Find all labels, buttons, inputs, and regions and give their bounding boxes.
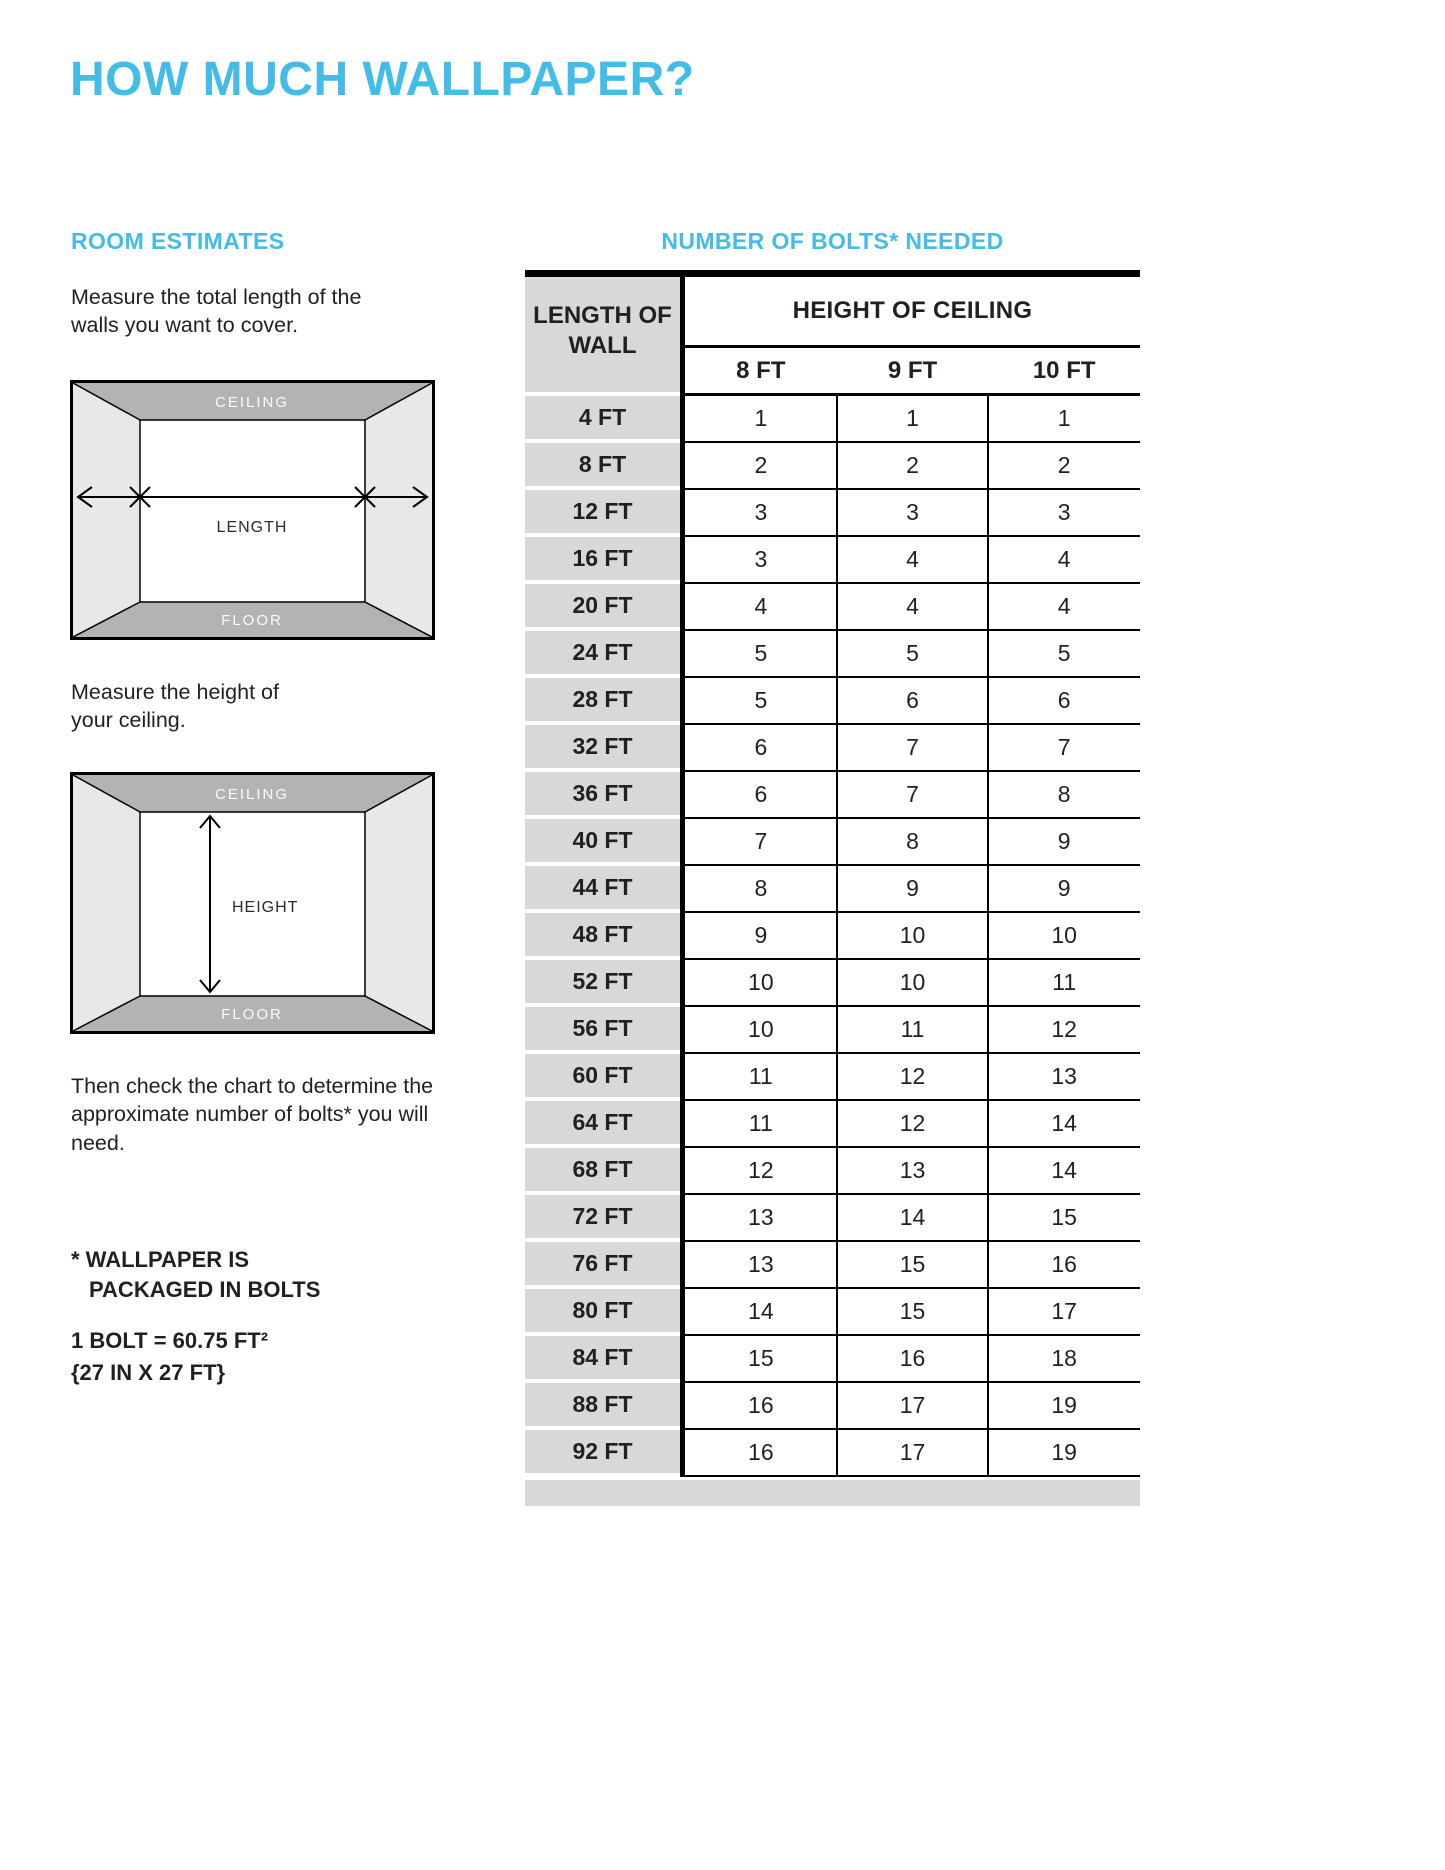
row-header: 8 FT bbox=[525, 443, 680, 490]
footnote-line1: * WALLPAPER IS bbox=[71, 1247, 250, 1272]
room-length-diagram bbox=[70, 380, 435, 640]
table-divider-thick bbox=[680, 270, 685, 1477]
bolt-count-cell: 2 bbox=[988, 443, 1140, 490]
table-row bbox=[525, 678, 1140, 725]
table-body bbox=[525, 396, 1140, 1477]
row-header: 92 FT bbox=[525, 1430, 680, 1477]
back-wall bbox=[140, 420, 365, 602]
row-header: 28 FT bbox=[525, 678, 680, 725]
bolt-count-cell: 6 bbox=[837, 678, 989, 725]
bolt-count-cell: 10 bbox=[837, 913, 989, 960]
ceiling-height-columns bbox=[685, 348, 1140, 396]
step1-text: Measure the total length of the walls you want to cover. bbox=[71, 285, 362, 338]
bolt-count-cell: 7 bbox=[685, 819, 837, 866]
table-row bbox=[525, 1430, 1140, 1477]
table-row bbox=[525, 396, 1140, 443]
table-divider-thin bbox=[987, 396, 989, 1477]
table-row bbox=[525, 631, 1140, 678]
bolt-count-cell: 16 bbox=[837, 1336, 989, 1383]
bolt-count-cell: 4 bbox=[988, 537, 1140, 584]
bolt-count-cell: 17 bbox=[837, 1383, 989, 1430]
bolt-count-cell: 7 bbox=[837, 772, 989, 819]
height-label: HEIGHT bbox=[232, 899, 299, 916]
bolt-count-cell: 10 bbox=[685, 960, 837, 1007]
ceiling-label: CEILING bbox=[214, 394, 290, 411]
bolt-count-cell: 1 bbox=[837, 396, 989, 443]
bolt-count-cell: 16 bbox=[988, 1242, 1140, 1289]
bolt-count-cell: 12 bbox=[988, 1007, 1140, 1054]
row-header: 44 FT bbox=[525, 866, 680, 913]
bolt-area: 1 BOLT = 60.75 FT² bbox=[71, 1328, 269, 1353]
row-header: 16 FT bbox=[525, 537, 680, 584]
row-header: 20 FT bbox=[525, 584, 680, 631]
bolt-count-cell: 19 bbox=[988, 1383, 1140, 1430]
floor-label: FLOOR bbox=[221, 1006, 283, 1023]
bolts-footnote bbox=[71, 1245, 320, 1304]
bolt-count-cell: 6 bbox=[685, 772, 837, 819]
bolt-count-cell: 4 bbox=[837, 584, 989, 631]
bolt-count-cell: 12 bbox=[837, 1054, 989, 1101]
table-row bbox=[525, 1195, 1140, 1242]
bolt-count-cell: 1 bbox=[988, 396, 1140, 443]
step2-text: Measure the height of your ceiling. bbox=[71, 680, 279, 733]
bolt-count-cell: 13 bbox=[685, 1242, 837, 1289]
row-header: 36 FT bbox=[525, 772, 680, 819]
table-row bbox=[525, 1007, 1140, 1054]
row-header: 24 FT bbox=[525, 631, 680, 678]
length-label: LENGTH bbox=[216, 519, 288, 536]
bolt-count-cell: 9 bbox=[837, 866, 989, 913]
table-top-rule bbox=[525, 270, 1140, 277]
bolt-count-cell: 1 bbox=[685, 396, 837, 443]
table-row bbox=[525, 537, 1140, 584]
bolt-count-cell: 16 bbox=[685, 1430, 837, 1477]
bolt-count-cell: 8 bbox=[988, 772, 1140, 819]
row-header: 72 FT bbox=[525, 1195, 680, 1242]
length-of-wall-header: LENGTH OF WALL bbox=[525, 277, 680, 396]
table-row bbox=[525, 960, 1140, 1007]
row-header: 76 FT bbox=[525, 1242, 680, 1289]
bolt-count-cell: 8 bbox=[837, 819, 989, 866]
bolt-count-cell: 5 bbox=[837, 631, 989, 678]
bolt-count-cell: 5 bbox=[988, 631, 1140, 678]
bolt-count-cell: 17 bbox=[988, 1289, 1140, 1336]
ceiling-height-diagram bbox=[70, 772, 435, 1034]
bolt-count-cell: 15 bbox=[837, 1289, 989, 1336]
bolt-count-cell: 3 bbox=[685, 537, 837, 584]
bolt-count-cell: 3 bbox=[837, 490, 989, 537]
bolt-count-cell: 7 bbox=[837, 725, 989, 772]
bolt-count-cell: 8 bbox=[685, 866, 837, 913]
row-header: 80 FT bbox=[525, 1289, 680, 1336]
height-of-ceiling-header: HEIGHT OF CEILING bbox=[685, 277, 1140, 348]
ceiling-label: CEILING bbox=[214, 786, 290, 803]
bolt-count-cell: 14 bbox=[685, 1289, 837, 1336]
height-of-ceiling-group bbox=[685, 277, 1140, 396]
row-header: 56 FT bbox=[525, 1007, 680, 1054]
bolt-dimensions: {27 IN X 27 FT} bbox=[71, 1359, 226, 1385]
col-header: 9 FT bbox=[887, 356, 938, 384]
bolt-count-cell: 7 bbox=[988, 725, 1140, 772]
bolt-count-cell: 12 bbox=[685, 1148, 837, 1195]
bolt-count-cell: 19 bbox=[988, 1430, 1140, 1477]
bolt-count-cell: 18 bbox=[988, 1336, 1140, 1383]
bolt-count-cell: 3 bbox=[685, 490, 837, 537]
table-row bbox=[525, 1054, 1140, 1101]
bolt-size-info bbox=[71, 1325, 268, 1389]
table-row bbox=[525, 584, 1140, 631]
bolts-needed-heading: NUMBER OF BOLTS* NEEDED bbox=[661, 228, 1004, 254]
bolt-count-cell: 11 bbox=[685, 1101, 837, 1148]
step3-text: Then check the chart to determine the approximate number of bolts* you will need. bbox=[71, 1074, 434, 1155]
bolt-count-cell: 14 bbox=[837, 1195, 989, 1242]
row-header: 48 FT bbox=[525, 913, 680, 960]
row-header: 52 FT bbox=[525, 960, 680, 1007]
bolt-count-cell: 2 bbox=[837, 443, 989, 490]
table-row bbox=[525, 1101, 1140, 1148]
row-header: 4 FT bbox=[525, 396, 680, 443]
bolt-count-cell: 2 bbox=[685, 443, 837, 490]
table-divider-thin bbox=[836, 396, 838, 1477]
table-row bbox=[525, 1383, 1140, 1430]
bolt-count-cell: 9 bbox=[988, 819, 1140, 866]
footnote-line2: PACKAGED IN BOLTS bbox=[89, 1276, 321, 1302]
row-header: 84 FT bbox=[525, 1336, 680, 1383]
col-header: 8 FT bbox=[736, 356, 786, 384]
bolt-count-cell: 16 bbox=[685, 1383, 837, 1430]
bolt-count-cell: 4 bbox=[685, 584, 837, 631]
bolt-count-cell: 11 bbox=[837, 1007, 989, 1054]
bolt-count-cell: 10 bbox=[988, 913, 1140, 960]
bolt-count-cell: 6 bbox=[685, 725, 837, 772]
bolt-count-cell: 17 bbox=[837, 1430, 989, 1477]
row-header: 88 FT bbox=[525, 1383, 680, 1430]
bolt-count-cell: 3 bbox=[988, 490, 1140, 537]
bolt-count-cell: 13 bbox=[837, 1148, 989, 1195]
bolt-count-cell: 10 bbox=[837, 960, 989, 1007]
row-header: 32 FT bbox=[525, 725, 680, 772]
room-estimates-heading: ROOM ESTIMATES bbox=[71, 228, 285, 254]
row-header: 12 FT bbox=[525, 490, 680, 537]
bolt-count-cell: 14 bbox=[988, 1148, 1140, 1195]
bolt-count-cell: 4 bbox=[988, 584, 1140, 631]
table-row bbox=[525, 866, 1140, 913]
table-row bbox=[525, 1336, 1140, 1383]
bolt-count-cell: 5 bbox=[685, 678, 837, 725]
bolt-count-cell: 6 bbox=[988, 678, 1140, 725]
table-row bbox=[525, 1242, 1140, 1289]
bolt-count-cell: 10 bbox=[685, 1007, 837, 1054]
bolts-table bbox=[525, 270, 1140, 1506]
table-row bbox=[525, 490, 1140, 537]
table-row bbox=[525, 819, 1140, 866]
bolt-count-cell: 12 bbox=[837, 1101, 989, 1148]
table-bottom-strip bbox=[525, 1480, 1140, 1506]
table-row bbox=[525, 1289, 1140, 1336]
row-header: 60 FT bbox=[525, 1054, 680, 1101]
table-row bbox=[525, 443, 1140, 490]
floor-label: FLOOR bbox=[221, 612, 283, 629]
table-row bbox=[525, 913, 1140, 960]
bolt-count-cell: 15 bbox=[837, 1242, 989, 1289]
bolt-count-cell: 13 bbox=[685, 1195, 837, 1242]
bolt-count-cell: 15 bbox=[685, 1336, 837, 1383]
bolt-count-cell: 5 bbox=[685, 631, 837, 678]
bolt-count-cell: 11 bbox=[685, 1054, 837, 1101]
table-row bbox=[525, 725, 1140, 772]
col-header: 10 FT bbox=[1032, 356, 1096, 384]
bolt-count-cell: 9 bbox=[988, 866, 1140, 913]
table-row bbox=[525, 772, 1140, 819]
bolt-count-cell: 9 bbox=[685, 913, 837, 960]
row-header: 68 FT bbox=[525, 1148, 680, 1195]
table-row bbox=[525, 1148, 1140, 1195]
bolt-count-cell: 15 bbox=[988, 1195, 1140, 1242]
bolt-count-cell: 13 bbox=[988, 1054, 1140, 1101]
row-header: 64 FT bbox=[525, 1101, 680, 1148]
bolt-count-cell: 14 bbox=[988, 1101, 1140, 1148]
page-title: HOW MUCH WALLPAPER? bbox=[70, 53, 695, 106]
bolt-count-cell: 4 bbox=[837, 537, 989, 584]
bolt-count-cell: 11 bbox=[988, 960, 1140, 1007]
table-header bbox=[525, 277, 1140, 396]
row-header: 40 FT bbox=[525, 819, 680, 866]
